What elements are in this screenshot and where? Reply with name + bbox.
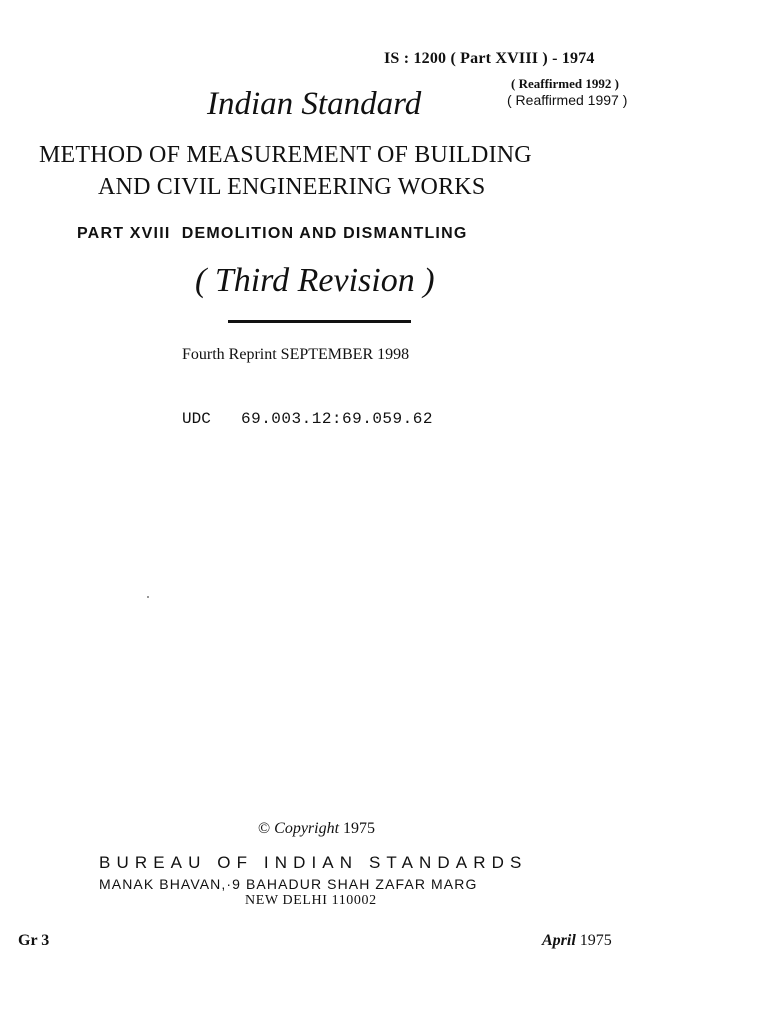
publication-month: April (542, 932, 576, 949)
scan-speck (147, 596, 149, 598)
udc-code: 69.003.12:69.059.62 (241, 410, 433, 428)
copyright-year: 1975 (343, 820, 376, 837)
publisher-name: BUREAU OF INDIAN STANDARDS (99, 853, 528, 872)
title-line-2: AND CIVIL ENGINEERING WORKS (98, 174, 486, 200)
title-line-1: METHOD OF MEASUREMENT OF BUILDING (39, 142, 532, 168)
reprint-note: Fourth Reprint SEPTEMBER 1998 (182, 346, 410, 363)
reaffirmed-1997-note: ( Reaffirmed 1997 ) (507, 92, 628, 108)
standard-number: IS : 1200 ( Part XVIII ) - 1974 (384, 50, 595, 67)
revision-label: ( Third Revision ) (195, 262, 435, 299)
publisher-address: MANAK BHAVAN,·9 BAHADUR SHAH ZAFAR MARG (99, 876, 478, 892)
copyright-line (258, 820, 375, 838)
grade-label: Gr 3 (18, 932, 50, 949)
publication-date (542, 932, 612, 950)
copyright-word: Copyright (274, 820, 340, 837)
copyright-symbol: © (258, 820, 271, 837)
part-heading: PART XVIII DEMOLITION AND DISMANTLING (77, 225, 468, 242)
publisher-city: NEW DELHI 110002 (245, 893, 377, 908)
udc-label: UDC (182, 410, 211, 428)
reaffirmed-1992-note: ( Reaffirmed 1992 ) (511, 76, 619, 91)
divider-rule (228, 320, 411, 323)
publication-year: 1975 (579, 932, 612, 949)
standard-label: Indian Standard (207, 86, 422, 122)
